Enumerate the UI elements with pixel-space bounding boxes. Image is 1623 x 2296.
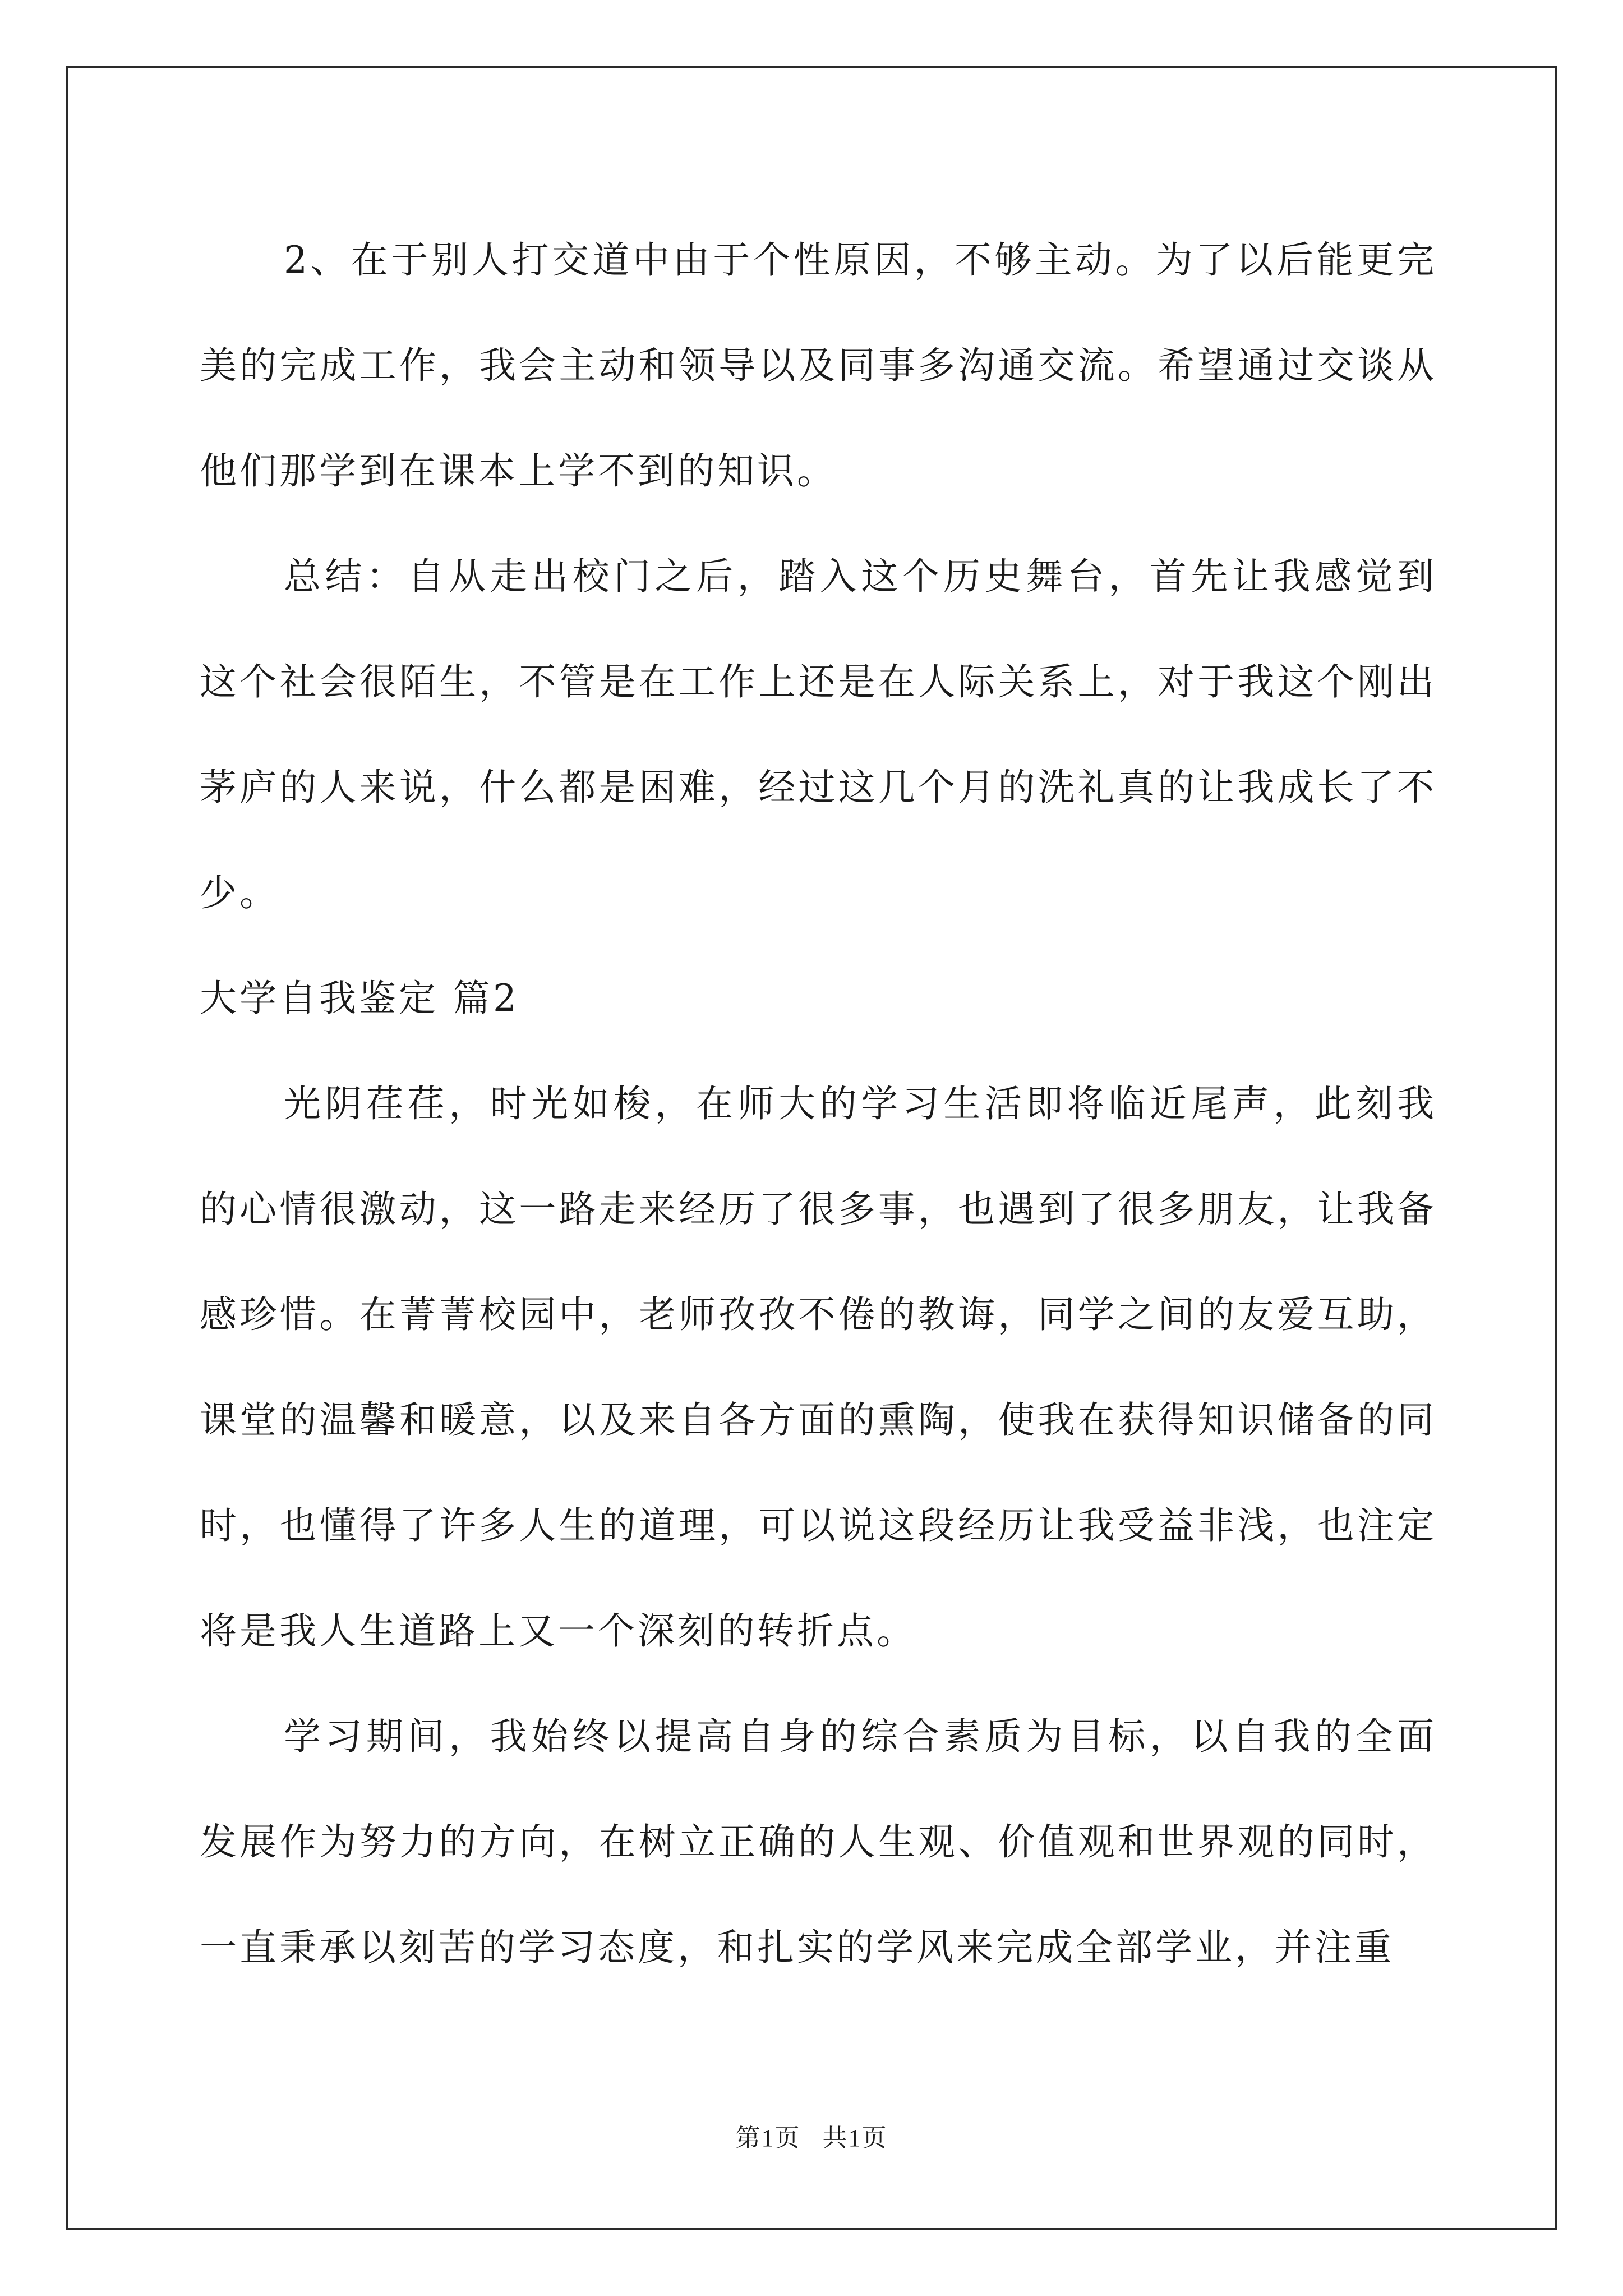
paragraph-teamwork: 2、在于别人打交道中由于个性原因，不够主动。为了以后能更完美的完成工作，我会主动和领导以及同事多沟通交流。希望通过交谈从他们那学到在课本上学不到的知识。	[200, 238, 1437, 493]
page-number: 第1页 共1页	[735, 2124, 888, 2152]
document-body	[200, 208, 1437, 2000]
paragraph-summary: 总结：自从走出校门之后，踏入这个历史舞台，首先让我感觉到这个社会很陌生，不管是在工作上还是在人际关系上，对于我这个刚出茅庐的人来说，什么都是困难，经过这几个月的洗礼真的让我成长了不少。	[200, 555, 1437, 914]
paragraph-study-period: 学习期间，我始终以提高自身的综合素质为目标，以自我的全面发展作为努力的方向，在树立正确的人生观、价值观和世界观的同时，一直秉承以刻苦的学习态度，和扎实的学风来完成全部学业，并注重	[200, 1715, 1437, 1969]
paragraph-reflection: 光阴荏荏，时光如梭，在师大的学习生活即将临近尾声，此刻我的心情很激动，这一路走来经历了很多事，也遇到了很多朋友，让我备感珍惜。在菁菁校园中，老师孜孜不倦的教诲，同学之间的友爱互助，课堂的温馨和暖意，以及来自各方面的熏陶，使我在获得知识储备的同时，也懂得了许多人生的道理，可以说这段经历让我受益非浅，也注定将是我人生道路上又一个深刻的转折点。	[200, 1082, 1437, 1653]
section-heading: 大学自我鉴定 篇2	[200, 977, 519, 1020]
page-footer	[0, 2118, 1623, 2154]
